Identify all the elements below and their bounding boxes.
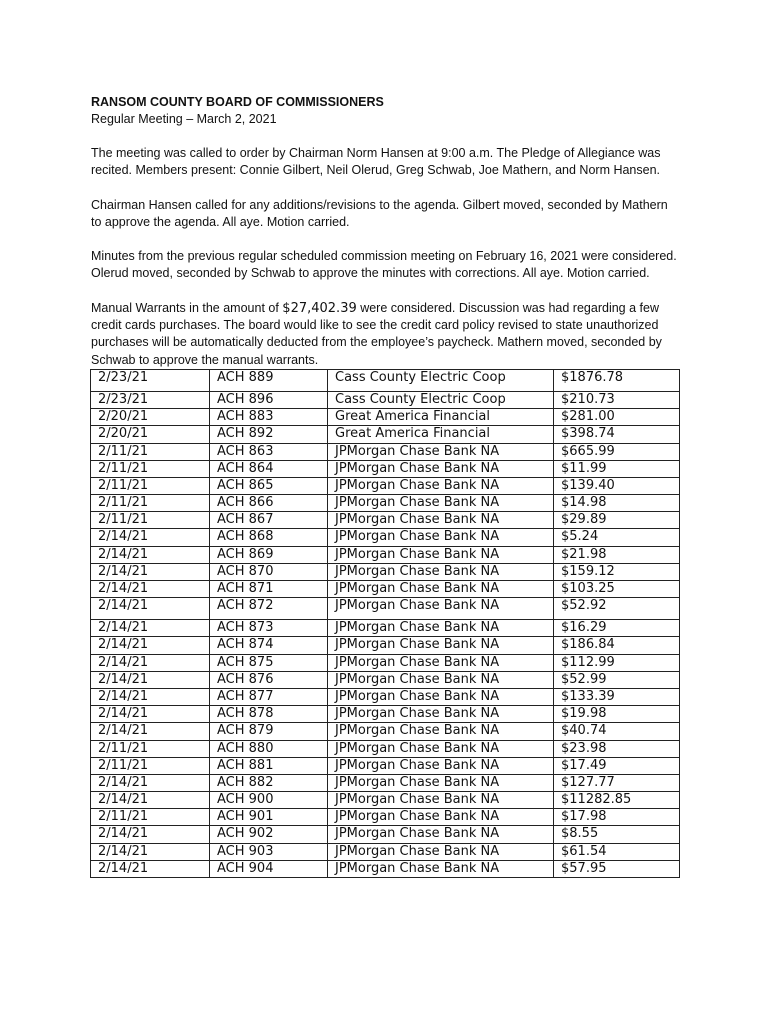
warrant-number-cell: ACH 867 bbox=[210, 512, 328, 529]
warrant-amount-cell: $52.99 bbox=[554, 671, 680, 688]
warrant-number-cell: ACH 876 bbox=[210, 671, 328, 688]
warrant-date-cell: 2/14/21 bbox=[91, 688, 210, 705]
warrant-date-cell: 2/14/21 bbox=[91, 598, 210, 620]
warrant-vendor-cell: JPMorgan Chase Bank NA bbox=[328, 581, 554, 598]
warrant-vendor-cell: JPMorgan Chase Bank NA bbox=[328, 637, 554, 654]
warrant-date-cell: 2/20/21 bbox=[91, 409, 210, 426]
warrant-vendor-cell: JPMorgan Chase Bank NA bbox=[328, 443, 554, 460]
warrant-date-cell: 2/14/21 bbox=[91, 581, 210, 598]
warrant-number-cell: ACH 866 bbox=[210, 495, 328, 512]
warrant-number-cell: ACH 883 bbox=[210, 409, 328, 426]
warrant-vendor-cell: JPMorgan Chase Bank NA bbox=[328, 620, 554, 637]
warrant-amount-cell: $5.24 bbox=[554, 529, 680, 546]
warrant-amount-cell: $133.39 bbox=[554, 688, 680, 705]
warrant-date-cell: 2/14/21 bbox=[91, 860, 210, 877]
warrant-date-cell: 2/14/21 bbox=[91, 546, 210, 563]
warrant-number-cell: ACH 904 bbox=[210, 860, 328, 877]
table-row bbox=[91, 809, 680, 826]
warrant-number-cell: ACH 902 bbox=[210, 826, 328, 843]
warrant-date-cell: 2/11/21 bbox=[91, 495, 210, 512]
warrant-amount-cell: $11282.85 bbox=[554, 792, 680, 809]
table-row bbox=[91, 671, 680, 688]
warrant-amount-cell: $127.77 bbox=[554, 774, 680, 791]
warrant-number-cell: ACH 874 bbox=[210, 637, 328, 654]
warrant-amount-cell: $139.40 bbox=[554, 477, 680, 494]
table-row bbox=[91, 581, 680, 598]
warrant-amount-cell: $11.99 bbox=[554, 460, 680, 477]
warrant-amount-cell: $40.74 bbox=[554, 723, 680, 740]
table-row bbox=[91, 460, 680, 477]
warrant-number-cell: ACH 896 bbox=[210, 391, 328, 408]
table-row bbox=[91, 688, 680, 705]
warrant-amount-cell: $16.29 bbox=[554, 620, 680, 637]
warrant-number-cell: ACH 878 bbox=[210, 706, 328, 723]
warrant-date-cell: 2/11/21 bbox=[91, 809, 210, 826]
warrant-vendor-cell: JPMorgan Chase Bank NA bbox=[328, 774, 554, 791]
warrant-date-cell: 2/14/21 bbox=[91, 774, 210, 791]
table-row bbox=[91, 706, 680, 723]
warrant-vendor-cell: Cass County Electric Coop bbox=[328, 369, 554, 391]
warrant-vendor-cell: Great America Financial bbox=[328, 426, 554, 443]
warrant-vendor-cell: JPMorgan Chase Bank NA bbox=[328, 460, 554, 477]
warrant-number-cell: ACH 868 bbox=[210, 529, 328, 546]
warrant-vendor-cell: JPMorgan Chase Bank NA bbox=[328, 826, 554, 843]
warrants-suffix: were considered. Discussion was had regarding a few credit cards purchases. The board would like to see the credit card policy revised to state unauthorized purchases will be automatically deducted from the employee’s paycheck. Mathern moved, seconded by Schwab to approve the manual warrants. bbox=[91, 300, 662, 367]
warrant-number-cell: ACH 879 bbox=[210, 723, 328, 740]
warrant-amount-cell: $17.98 bbox=[554, 809, 680, 826]
warrant-date-cell: 2/11/21 bbox=[91, 740, 210, 757]
warrant-date-cell: 2/11/21 bbox=[91, 477, 210, 494]
warrant-number-cell: ACH 882 bbox=[210, 774, 328, 791]
warrant-amount-cell: $29.89 bbox=[554, 512, 680, 529]
warrant-vendor-cell: JPMorgan Chase Bank NA bbox=[328, 495, 554, 512]
warrant-number-cell: ACH 877 bbox=[210, 688, 328, 705]
warrant-number-cell: ACH 880 bbox=[210, 740, 328, 757]
warrant-amount-cell: $103.25 bbox=[554, 581, 680, 598]
warrant-number-cell: ACH 903 bbox=[210, 843, 328, 860]
warrant-amount-cell: $281.00 bbox=[554, 409, 680, 426]
warrant-vendor-cell: JPMorgan Chase Bank NA bbox=[328, 740, 554, 757]
warrant-date-cell: 2/14/21 bbox=[91, 654, 210, 671]
warrant-vendor-cell: JPMorgan Chase Bank NA bbox=[328, 688, 554, 705]
table-row bbox=[91, 757, 680, 774]
warrant-date-cell: 2/23/21 bbox=[91, 369, 210, 391]
warrant-vendor-cell: Great America Financial bbox=[328, 409, 554, 426]
warrant-amount-cell: $210.73 bbox=[554, 391, 680, 408]
warrant-vendor-cell: JPMorgan Chase Bank NA bbox=[328, 529, 554, 546]
warrant-date-cell: 2/14/21 bbox=[91, 563, 210, 580]
warrant-amount-cell: $57.95 bbox=[554, 860, 680, 877]
warrant-vendor-cell: JPMorgan Chase Bank NA bbox=[328, 654, 554, 671]
warrant-amount-cell: $17.49 bbox=[554, 757, 680, 774]
warrant-vendor-cell: JPMorgan Chase Bank NA bbox=[328, 546, 554, 563]
warrant-amount-cell: $14.98 bbox=[554, 495, 680, 512]
warrant-vendor-cell: JPMorgan Chase Bank NA bbox=[328, 598, 554, 620]
warrant-amount-cell: $61.54 bbox=[554, 843, 680, 860]
warrant-vendor-cell: JPMorgan Chase Bank NA bbox=[328, 706, 554, 723]
agenda-paragraph: Chairman Hansen called for any additions/revisions to the agenda. Gilbert moved, seconded by Mathern to approve the agenda. All aye. Motion carried. bbox=[91, 197, 668, 229]
warrant-number-cell: ACH 872 bbox=[210, 598, 328, 620]
warrant-number-cell: ACH 863 bbox=[210, 443, 328, 460]
warrant-date-cell: 2/11/21 bbox=[91, 757, 210, 774]
table-row bbox=[91, 443, 680, 460]
warrant-amount-cell: $52.92 bbox=[554, 598, 680, 620]
table-row bbox=[91, 620, 680, 637]
table-row bbox=[91, 654, 680, 671]
warrant-amount-cell: $665.99 bbox=[554, 443, 680, 460]
warrant-number-cell: ACH 873 bbox=[210, 620, 328, 637]
warrant-amount-cell: $8.55 bbox=[554, 826, 680, 843]
table-row bbox=[91, 369, 680, 391]
warrant-vendor-cell: JPMorgan Chase Bank NA bbox=[328, 723, 554, 740]
document-title: RANSOM COUNTY BOARD OF COMMISSIONERS bbox=[91, 95, 384, 109]
warrant-date-cell: 2/14/21 bbox=[91, 529, 210, 546]
warrant-amount-cell: $21.98 bbox=[554, 546, 680, 563]
warrant-date-cell: 2/23/21 bbox=[91, 391, 210, 408]
warrant-number-cell: ACH 865 bbox=[210, 477, 328, 494]
warrant-vendor-cell: JPMorgan Chase Bank NA bbox=[328, 477, 554, 494]
table-row bbox=[91, 843, 680, 860]
table-row bbox=[91, 740, 680, 757]
warrants-total-amount: $27,402.39 bbox=[282, 300, 357, 316]
meeting-subtitle: Regular Meeting – March 2, 2021 bbox=[91, 112, 277, 126]
warrant-number-cell: ACH 901 bbox=[210, 809, 328, 826]
warrant-vendor-cell: JPMorgan Chase Bank NA bbox=[328, 757, 554, 774]
table-row bbox=[91, 860, 680, 877]
warrant-amount-cell: $186.84 bbox=[554, 637, 680, 654]
warrant-date-cell: 2/11/21 bbox=[91, 460, 210, 477]
warrant-number-cell: ACH 869 bbox=[210, 546, 328, 563]
warrant-date-cell: 2/14/21 bbox=[91, 792, 210, 809]
table-row bbox=[91, 477, 680, 494]
table-row bbox=[91, 563, 680, 580]
document-page bbox=[91, 94, 691, 878]
warrant-date-cell: 2/14/21 bbox=[91, 843, 210, 860]
table-row bbox=[91, 512, 680, 529]
warrant-date-cell: 2/14/21 bbox=[91, 826, 210, 843]
warrant-amount-cell: $19.98 bbox=[554, 706, 680, 723]
table-row bbox=[91, 774, 680, 791]
warrant-number-cell: ACH 889 bbox=[210, 369, 328, 391]
warrant-amount-cell: $23.98 bbox=[554, 740, 680, 757]
table-row bbox=[91, 529, 680, 546]
warrant-vendor-cell: JPMorgan Chase Bank NA bbox=[328, 843, 554, 860]
warrant-vendor-cell: JPMorgan Chase Bank NA bbox=[328, 671, 554, 688]
table-row bbox=[91, 495, 680, 512]
warrant-number-cell: ACH 871 bbox=[210, 581, 328, 598]
warrant-vendor-cell: Cass County Electric Coop bbox=[328, 391, 554, 408]
warrant-vendor-cell: JPMorgan Chase Bank NA bbox=[328, 860, 554, 877]
call-to-order-paragraph: The meeting was called to order by Chairman Norm Hansen at 9:00 a.m. The Pledge of Allegiance was recited. Members present: Connie Gilbert, Neil Olerud, Greg Schwab, Joe Mathern, and Norm Hansen. bbox=[91, 146, 661, 178]
warrant-date-cell: 2/14/21 bbox=[91, 620, 210, 637]
warrant-number-cell: ACH 881 bbox=[210, 757, 328, 774]
table-row bbox=[91, 598, 680, 620]
warrant-number-cell: ACH 892 bbox=[210, 426, 328, 443]
manual-warrants-table bbox=[90, 369, 680, 878]
table-row bbox=[91, 409, 680, 426]
warrant-number-cell: ACH 875 bbox=[210, 654, 328, 671]
warrant-vendor-cell: JPMorgan Chase Bank NA bbox=[328, 809, 554, 826]
warrant-rows bbox=[91, 369, 680, 877]
table-row bbox=[91, 723, 680, 740]
warrant-amount-cell: $112.99 bbox=[554, 654, 680, 671]
table-row bbox=[91, 792, 680, 809]
warrant-date-cell: 2/11/21 bbox=[91, 512, 210, 529]
warrant-number-cell: ACH 900 bbox=[210, 792, 328, 809]
warrant-date-cell: 2/11/21 bbox=[91, 443, 210, 460]
warrant-vendor-cell: JPMorgan Chase Bank NA bbox=[328, 792, 554, 809]
warrant-date-cell: 2/20/21 bbox=[91, 426, 210, 443]
table-row bbox=[91, 546, 680, 563]
table-row bbox=[91, 426, 680, 443]
warrant-vendor-cell: JPMorgan Chase Bank NA bbox=[328, 512, 554, 529]
warrant-number-cell: ACH 864 bbox=[210, 460, 328, 477]
warrant-amount-cell: $398.74 bbox=[554, 426, 680, 443]
warrant-date-cell: 2/14/21 bbox=[91, 637, 210, 654]
warrant-number-cell: ACH 870 bbox=[210, 563, 328, 580]
warrants-prefix: Manual Warrants in the amount of bbox=[91, 300, 283, 315]
warrant-vendor-cell: JPMorgan Chase Bank NA bbox=[328, 563, 554, 580]
warrants-paragraph bbox=[91, 300, 681, 369]
warrant-amount-cell: $1876.78 bbox=[554, 369, 680, 391]
warrant-date-cell: 2/14/21 bbox=[91, 723, 210, 740]
warrant-date-cell: 2/14/21 bbox=[91, 706, 210, 723]
table-row bbox=[91, 637, 680, 654]
warrant-amount-cell: $159.12 bbox=[554, 563, 680, 580]
warrant-date-cell: 2/14/21 bbox=[91, 671, 210, 688]
minutes-paragraph: Minutes from the previous regular scheduled commission meeting on February 16, 2021 were considered. Olerud moved, seconded by Schwab to approve the minutes with corrections. All aye. Motion carried. bbox=[91, 249, 677, 281]
table-row bbox=[91, 826, 680, 843]
table-row bbox=[91, 391, 680, 408]
